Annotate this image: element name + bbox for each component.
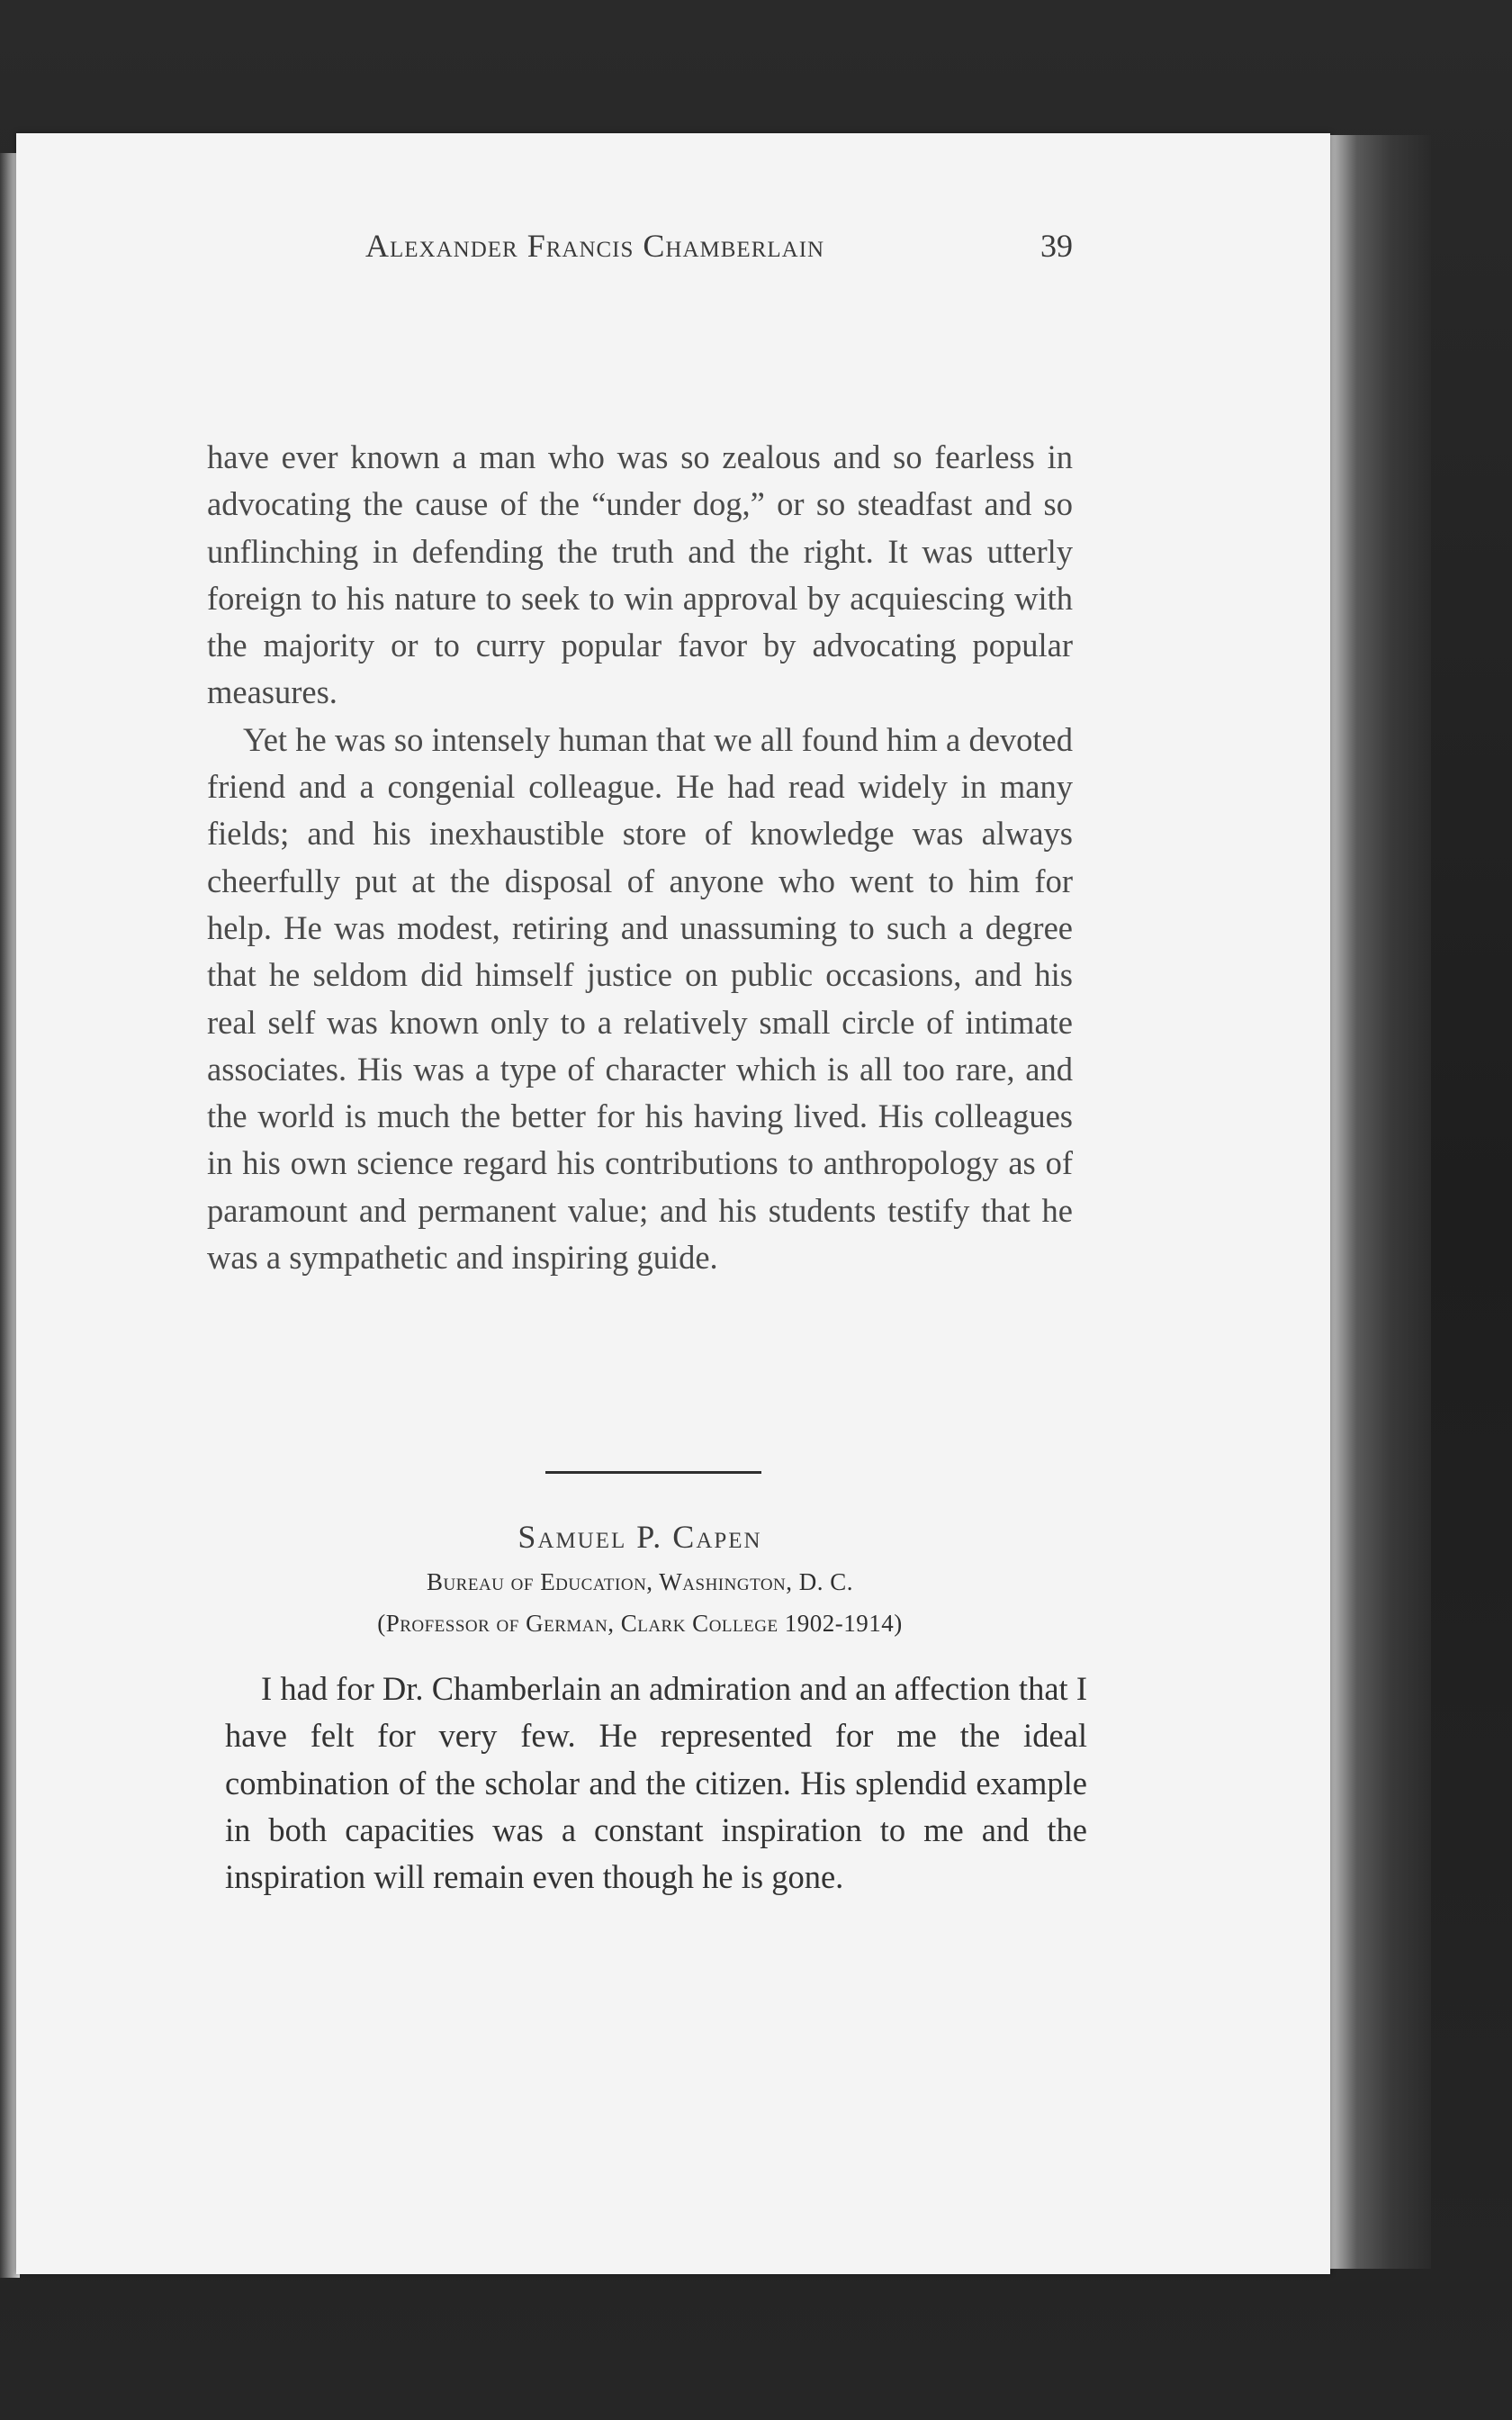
body-text [207, 434, 1073, 1281]
capen-statement [225, 1666, 1087, 1901]
contributor-affiliation: Bureau of Education, Washington, D. C. [426, 1568, 854, 1595]
paragraph-continuation: have ever known a man who was so zealous and so fearless in advocating the cause of the “under dog,” or so steadfast and so unflinching in defending the truth and the right. It was utterly foreign to his nature to seek to win approval by acquiescing with the majority or to curry popular favor by advocating popular measures. [207, 438, 1073, 711]
contributor-former-position: (Professor of German, Clark College 1902-1914) [377, 1610, 903, 1637]
contributor-name: Samuel P. Capen [518, 1519, 762, 1555]
running-title: Alexander Francis Chamberlain [365, 228, 825, 264]
section-divider [545, 1471, 761, 1474]
paragraph-capen: I had for Dr. Chamberlain an admiration and an affection that I have felt for very few. He represented for me the ideal combination of the scholar and the citizen. His splendid example in both capacities was a constant inspiration to me and the inspiration will remain even though he is gone. [225, 1670, 1087, 1896]
paragraph-tribute: Yet he was so intensely human that we all found him a devoted friend and a congenial colleague. He had read widely in many fields; and his inexhaustible store of knowledge was always cheerfully put at the disposal of anyone who went to him for help. He was modest, retiring and unassuming to such a degree that he seldom did himself justice on public occasions, and his real self was known only to a relatively small circle of intimate associates. His was a type of character which is all too rare, and the world is much the better for his having lived. His colleagues in his own science regard his contributions to anthropology as of paramount and permanent value; and his students testify that he was a sympathetic and inspiring guide. [207, 720, 1073, 1277]
running-head [205, 227, 1073, 281]
page-number: 39 [1040, 228, 1073, 264]
